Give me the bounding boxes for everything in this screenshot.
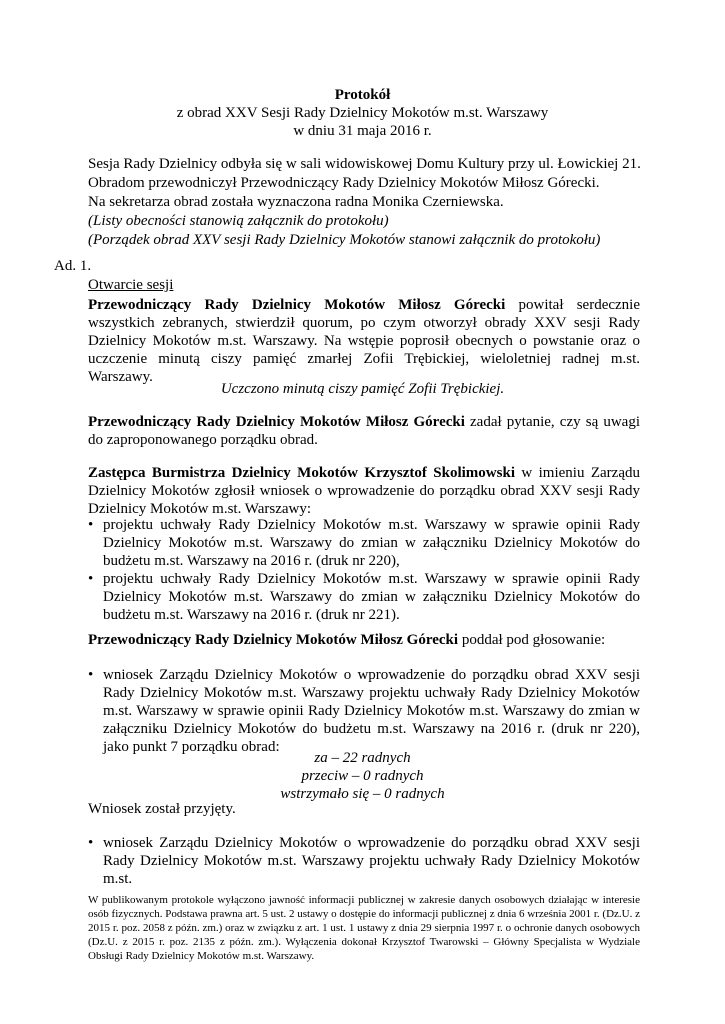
- paragraph-agenda-question: [88, 413, 640, 449]
- paragraph-text: w imieniu Zarządu Dzielnicy Mokotów zgłosił wniosek o wprowadzenie do porządku obrad XXV sesji Rady Dzielnicy Mokotów m.st. Warszawy:: [88, 465, 640, 517]
- list-item: • wniosek Zarządu Dzielnicy Mokotów o wprowadzenie do porządku obrad XXV sesji Rady Dzielnicy Mokotów m.st. Warszawy projektu uchwały Rady Dzielnicy Mokotów m.st.: [88, 834, 640, 888]
- votes-for: za – 22 radnych: [314, 750, 411, 766]
- document-title: Protokół: [334, 87, 391, 103]
- motion-list: [88, 516, 640, 624]
- speaker-name: Zastępca Burmistrza Dzielnicy Mokotów Krzysztof Skolimowski: [88, 465, 515, 481]
- paragraph-text: zadał pytanie, czy są uwagi do zaproponowanego porządku obrad.: [88, 414, 640, 448]
- speaker-name: Przewodniczący Rady Dzielnicy Mokotów Miłosz Górecki: [88, 414, 465, 430]
- document-header: [0, 86, 725, 140]
- privacy-footnote: W publikowanym protokole wyłączono jawność informacji publicznej w zakresie danych osobowych działając w interesie osób fizycznych. Podstawa prawna art. 5 ust. 2 ustawy o dostępie do informacji publicznej z dnia 6 września 2001 r. (Dz.U. z 2015 r. poz. 2058 z późn. zm.) oraz w związku z art. 1 ust. 1 ustawy z dnia 29 sierpnia 1997 r. o ochronie danych osobowych (Dz.U. z 2015 r. poz. 2135 z późn. zm.). Wyłączenia dokonał Krzysztof Twarowski – Główny Specjalista w Wydziale Obsługi Rady Dzielnicy Mokotów m.st. Warszawy.: [88, 894, 640, 962]
- vote-list-2: [88, 834, 640, 888]
- intro-secretary: Na sekretarza obrad została wyznaczona radna Monika Czerniewska.: [88, 194, 504, 210]
- minute-of-silence-note: Uczczono minutą ciszy pamięć Zofii Trębickiej.: [220, 381, 505, 397]
- session-subtitle: z obrad XXV Sesji Rady Dzielnicy Mokotów m.st. Warszawy: [176, 105, 549, 121]
- speaker-name: Przewodniczący Rady Dzielnicy Mokotów Miłosz Górecki: [88, 297, 506, 313]
- votes-against: przeciw – 0 radnych: [301, 768, 424, 784]
- vote-list-1: [88, 666, 640, 756]
- votes-abstain: wstrzymało się – 0 radnych: [280, 786, 445, 802]
- intro-block: [88, 155, 688, 250]
- paragraph-text: powitał serdecznie wszystkich zebranych, stwierdził quorum, po czym otworzył obrady XXV sesji Rady Dzielnicy Mokotów m.st. Warszawy. Na wstępie poprosił obecnych o powstanie oraz o uczczenie minutą ciszy pamięć zmarłej Zofii Trębickiej, wieloletniej radnej m.st. Warszawy.: [88, 297, 640, 385]
- list-item: • wniosek Zarządu Dzielnicy Mokotów o wprowadzenie do porządku obrad XXV sesji Rady Dzielnicy Mokotów m.st. Warszawy projektu uchwały Rady Dzielnicy Mokotów m.st. Warszawy w sprawie opinii Rady Dzielnicy Mokotów m.st. Warszawy do zmian w załączniku Dzielnicy Mokotów do budżetu m.st. Warszawy na 2016 r. (druk nr 220), jako punkt 7 porządku obrad:: [88, 666, 640, 756]
- paragraph-opening: [88, 296, 640, 386]
- vote-results: [0, 749, 725, 803]
- paragraph-motion: [88, 464, 640, 518]
- intro-location: Sesja Rady Dzielnicy odbyła się w sali widowiskowej Domu Kultury przy ul. Łowickiej 21.: [88, 156, 641, 172]
- intro-attendance-note: (Listy obecności stanowią załącznik do protokołu): [88, 213, 389, 229]
- intro-agenda-note: (Porządek obrad XXV sesji Rady Dzielnicy Mokotów stanowi załącznik do protokołu): [88, 232, 601, 248]
- list-item: • projektu uchwały Rady Dzielnicy Mokotów m.st. Warszawy w sprawie opinii Rady Dzielnicy Mokotów m.st. Warszawy do zmian w załączniku Dzielnicy Mokotów do budżetu m.st. Warszawy na 2016 r. (druk nr 220),: [88, 516, 640, 570]
- agenda-item-title: Otwarcie sesji: [88, 277, 174, 293]
- session-date: w dniu 31 maja 2016 r.: [293, 123, 432, 139]
- agenda-item-number: Ad. 1.: [54, 258, 92, 274]
- paragraph-text: poddał pod głosowanie:: [458, 632, 606, 648]
- list-item: • projektu uchwały Rady Dzielnicy Mokotów m.st. Warszawy w sprawie opinii Rady Dzielnicy Mokotów m.st. Warszawy do zmian w załączniku Dzielnicy Mokotów do budżetu m.st. Warszawy na 2016 r. (druk nr 221).: [88, 570, 640, 624]
- intro-chair: Obradom przewodniczył Przewodniczący Rady Dzielnicy Mokotów Miłosz Górecki.: [88, 175, 600, 191]
- paragraph-vote-intro: [88, 631, 640, 649]
- speaker-name: Przewodniczący Rady Dzielnicy Mokotów Miłosz Górecki: [88, 632, 459, 648]
- motion-result: Wniosek został przyjęty.: [88, 801, 236, 817]
